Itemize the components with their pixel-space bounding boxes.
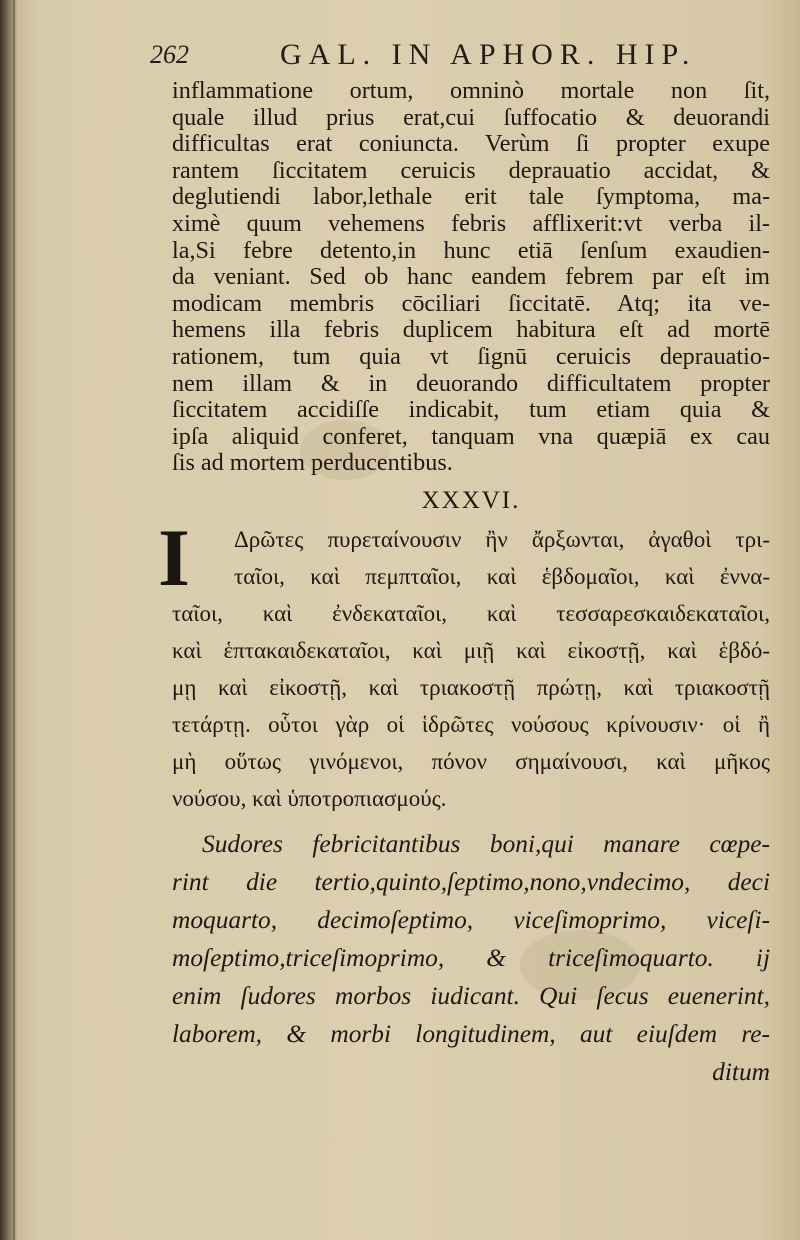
page-body	[158, 77, 770, 1091]
text-line: τετάρτῃ. οὗτοι γὰρ οἱ ἱδρῶτες νούσους κρίνουσιν· οἱ ἢ	[172, 711, 770, 737]
text-line: ſiccitatem accidiſſe indicabit, tum etiam quia &	[172, 396, 770, 424]
text-line: da veniant. Sed ob hanc eandem febrem par eſt im	[172, 263, 770, 291]
text-line: μῃ καὶ εἰκοστῇ, καὶ τριακοστῇ πρώτῃ, καὶ τριακοστῇ	[172, 674, 770, 700]
text-line: modicam membris cōciliari ſiccitatē. Atq; ita ve-	[172, 289, 770, 317]
text-line: μὴ οὕτως γινόμενοι, πόνον σημαίνουσι, καὶ μῆκος	[172, 748, 770, 774]
text-line: ximè quum vehemens febris afflixerit:vt verba il-	[172, 209, 770, 237]
text-line: enim ſudores morbos iudicant. Qui ſecus euenerint,	[172, 981, 770, 1010]
latin-commentary	[172, 78, 770, 477]
drop-cap: I	[158, 511, 190, 603]
text-line: rantem ſiccitatem ceruicis deprauatio accidat, &	[172, 156, 770, 184]
text-line: difficultas erat coniuncta. Verùm ſi propter exupe	[172, 130, 770, 158]
text-line: Sudores febricitantibus boni,qui manare cœpe-	[202, 829, 770, 858]
text-line: laborem, & morbi longitudinem, aut eiuſdem re-	[172, 1019, 770, 1048]
text-line: quale illud prius erat,cui ſuffocatio & deuorandi	[172, 103, 770, 131]
running-head: GAL. IN APHOR. HIP.	[280, 38, 697, 71]
text-line: deglutiendi labor,lethale erit tale ſymptoma, ma-	[172, 183, 770, 211]
binding-gutter	[13, 0, 15, 1240]
catchword: ditum	[712, 1057, 770, 1086]
text-line: ταῖοι, καὶ πεμπταῖοι, καὶ ἑβδομαῖοι, καὶ ἐννα-	[234, 563, 770, 589]
text-line: ſis ad mortem perducentibus.	[172, 449, 453, 477]
text-line: ipſa aliquid conferet, tanquam vna quæpiā ex cau	[172, 422, 770, 450]
page-header	[150, 38, 770, 72]
text-line: hemens illa febris duplicem habitura eſt ad mortē	[172, 316, 770, 344]
text-line: nem illam & in deuorando difficultatem propter	[172, 369, 770, 397]
greek-aphorism	[158, 511, 770, 817]
text-line: καὶ ἑπτακαιδεκαταῖοι, καὶ μιῇ καὶ εἰκοστῇ, καὶ ἑβδό-	[172, 637, 770, 663]
text-line: moſeptimo,triceſimoprimo, & triceſimoquarto. ij	[172, 943, 770, 972]
text-line: moquarto, decimoſeptimo, viceſimoprimo, viceſi-	[172, 905, 770, 934]
latin-translation	[172, 825, 770, 1091]
text-line: Δρῶτες πυρεταίνουσιν ἢν ἄρξωνται, ἀγαθοὶ τρι-	[234, 526, 770, 552]
page-number: 262	[150, 40, 189, 69]
aphorism-number: XXXVI.	[421, 486, 521, 514]
text-line: rint die tertio,quinto,ſeptimo,nono,vndecimo, deci	[172, 867, 770, 896]
text-line: la,Si febre detento,in hunc etiā ſenſum exaudien-	[172, 236, 770, 264]
text-line: rationem, tum quia vt ſignū ceruicis deprauatio-	[172, 342, 770, 370]
text-line: ταῖοι, καὶ ἐνδεκαταῖοι, καὶ τεσσαρεσκαιδεκαταῖοι,	[172, 600, 770, 626]
text-line: νούσου, καὶ ὑποτροπιασμούς.	[172, 785, 447, 811]
text-line: inflammatione ortum, omninò mortale non ſit,	[172, 77, 770, 104]
